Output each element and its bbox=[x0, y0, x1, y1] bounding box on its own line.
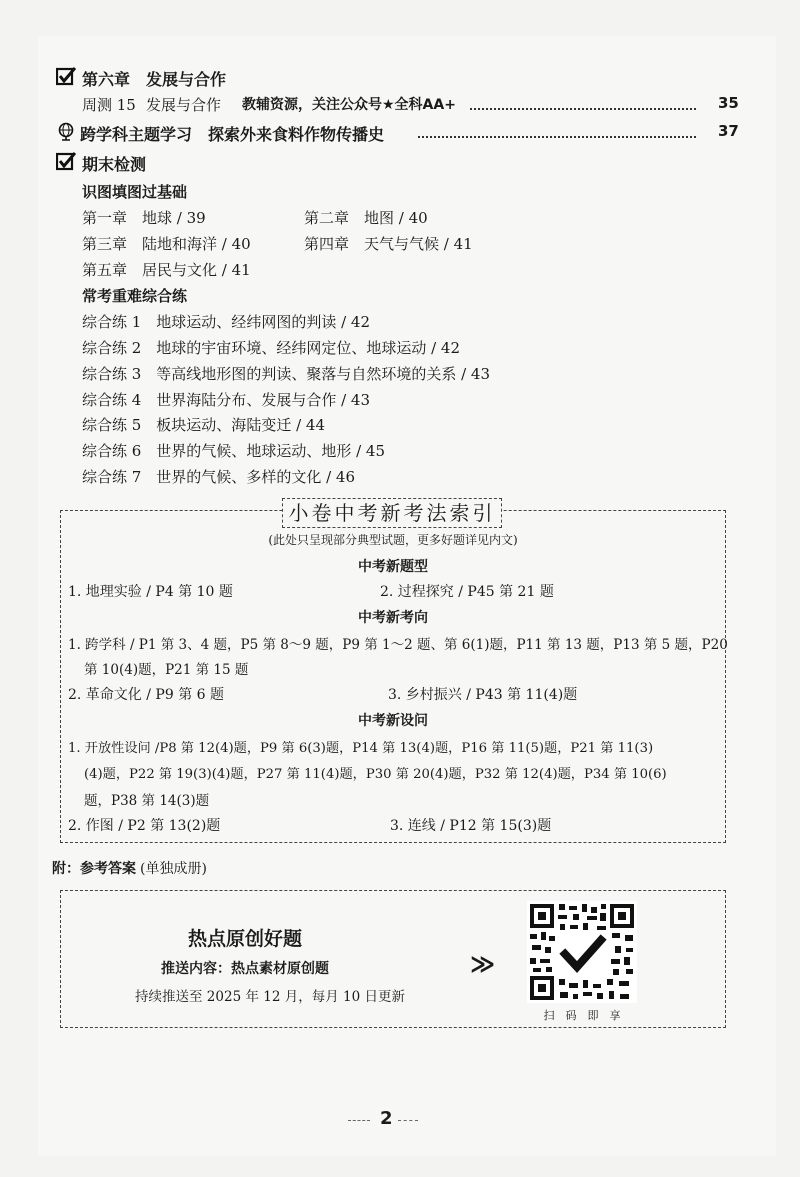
practice-item: 综合练 2 地球的宇宙环境、经纬网定位、地球运动 / 42 bbox=[82, 339, 460, 357]
weekly-test-title: 发展与合作 bbox=[146, 96, 222, 114]
appendix-label: 附：参考答案 bbox=[52, 861, 136, 877]
cross-subject-heading: 跨学科主题学习 探索外来食料作物传播史 bbox=[80, 125, 385, 144]
appendix-note: (单独成册) bbox=[140, 861, 207, 877]
globe-icon bbox=[56, 122, 76, 142]
map-item: 第四章 天气与气候 / 41 bbox=[304, 235, 473, 253]
arrow-icon: ≫ bbox=[470, 950, 496, 978]
question-item-continued: (4)题，P22 第 19(3)(4)题，P27 第 11(4)题，P30 第 20(4)题，P32 第 12(4)题，P34 第 10(6) bbox=[84, 767, 667, 782]
checkbox-checked-icon bbox=[56, 66, 76, 86]
weekly-test-label: 周测 15 bbox=[82, 96, 136, 114]
leader-dots bbox=[418, 136, 696, 138]
question-item-continued: 题，P38 第 14(3)题 bbox=[84, 793, 210, 809]
new-questions-heading: 中考新设问 bbox=[358, 713, 428, 729]
new-type-item: 1. 地理实验 / P4 第 10 题 bbox=[68, 584, 233, 600]
cross-subject-page: 37 bbox=[718, 122, 739, 140]
hot-topics-schedule: 持续推送至 2025 年 12 月，每月 10 日更新 bbox=[135, 989, 405, 1005]
qr-code[interactable] bbox=[527, 901, 637, 1003]
qr-caption: 扫 码 即 享 bbox=[543, 1009, 621, 1022]
final-test-heading: 期末检测 bbox=[82, 155, 147, 174]
new-type-item: 2. 过程探究 / P45 第 21 题 bbox=[380, 584, 554, 600]
page-number: 2 bbox=[380, 1108, 393, 1129]
watermark-text: 教辅资源，关注公众号★全科AA+ bbox=[242, 97, 456, 113]
direction-item-continued: 第 10(4)题，P21 第 15 题 bbox=[84, 662, 249, 678]
footer-rule-right bbox=[398, 1120, 418, 1121]
question-item: 2. 作图 / P2 第 13(2)题 bbox=[68, 818, 221, 834]
practice-item: 综合练 4 世界海陆分布、发展与合作 / 43 bbox=[82, 391, 370, 409]
map-item: 第三章 陆地和海洋 / 40 bbox=[82, 235, 251, 253]
hot-topics-push-content: 推送内容：热点素材原创题 bbox=[161, 961, 329, 977]
hot-topics-title: 热点原创好题 bbox=[187, 928, 302, 950]
new-types-heading: 中考新题型 bbox=[358, 559, 428, 575]
question-item: 1. 开放性设问 /P8 第 12(4)题，P9 第 6(3)题，P14 第 13(4)题，P16 第 11(5)题，P21 第 11(3) bbox=[68, 741, 654, 756]
map-item: 第一章 地球 / 39 bbox=[82, 209, 206, 227]
map-section-heading: 识图填图过基础 bbox=[82, 183, 188, 201]
new-directions-heading: 中考新考向 bbox=[358, 610, 428, 626]
map-item: 第二章 地图 / 40 bbox=[304, 209, 428, 227]
chapter6-heading: 第六章 发展与合作 bbox=[82, 70, 227, 89]
map-item: 第五章 居民与文化 / 41 bbox=[82, 261, 251, 279]
practice-item: 综合练 1 地球运动、经纬网图的判读 / 42 bbox=[82, 313, 370, 331]
practice-item: 综合练 6 世界的气候、地球运动、地形 / 45 bbox=[82, 442, 385, 460]
practice-item: 综合练 5 板块运动、海陆变迁 / 44 bbox=[82, 416, 325, 434]
direction-item: 2. 革命文化 / P9 第 6 题 bbox=[68, 687, 225, 703]
index-title: 小卷中考新考法索引 bbox=[282, 498, 502, 528]
practice-item: 综合练 3 等高线地形图的判读、聚落与自然环境的关系 / 43 bbox=[82, 365, 490, 383]
checkbox-checked-icon bbox=[56, 151, 76, 171]
leader-dots bbox=[470, 108, 696, 110]
question-item: 3. 连线 / P12 第 15(3)题 bbox=[390, 818, 552, 834]
index-subtitle: (此处只呈现部分典型试题，更多好题详见内文) bbox=[268, 533, 518, 547]
practice-item: 综合练 7 世界的气候、多样的文化 / 46 bbox=[82, 468, 355, 486]
practice-section-heading: 常考重难综合练 bbox=[82, 287, 188, 305]
direction-item: 3. 乡村振兴 / P43 第 11(4)题 bbox=[388, 687, 578, 703]
weekly-test-page: 35 bbox=[718, 94, 739, 112]
direction-item: 1. 跨学科 / P1 第 3、4 题，P5 第 8～9 题，P9 第 1～2 题、第 6(1)题，P11 第 13 题，P13 第 5 题，P20 bbox=[68, 637, 728, 653]
footer-rule-left bbox=[348, 1120, 370, 1121]
